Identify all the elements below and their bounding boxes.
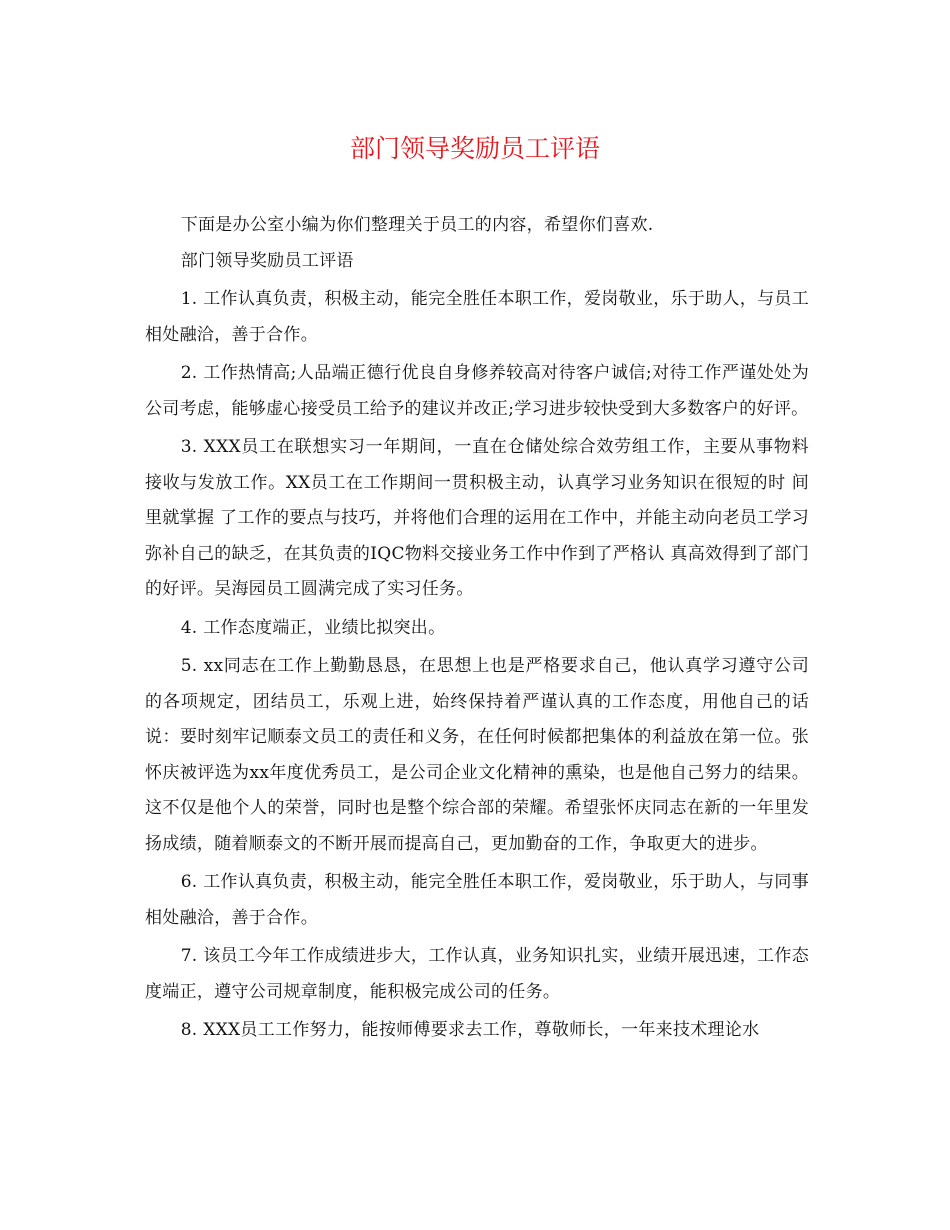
subtitle-paragraph: 部门领导奖励员工评语 (180, 250, 354, 271)
comment-item-8: 8. XXX员工工作努力，能按师傅要求去工作，尊敬师长，一年来技术理论水 (180, 1020, 760, 1040)
comment-item-2: 2. 工作热情高;人品端正德行优良自身修养较高对待客户诚信;对待工作严谨处处为公司考虑，能够虚心接受员工给予的建议并改正;学习进步较快受到大多数客户的好评。 (145, 363, 809, 419)
comment-item-3: 3. XXX员工在联想实习一年期间，一直在仓储处综合效劳组工作，主要从事物料接收与发放工作。XX员工在工作期间一贯积极主动，认真学习业务知识在很短的时 间里就掌握 了工作的要点与技巧，并将他们合理的运用在工作中，并能主动向老员工学习弥补自己的缺乏，在其负责的IQC物料交接业务工作中作到了严格认 真高效得到了部门的好评。吴海园员工圆满完成了实习任务。 (145, 437, 809, 599)
comment-item-7: 7. 该员工今年工作成绩进步大，工作认真，业务知识扎实，业绩开展迅速，工作态度端正，遵守公司规章制度，能积极完成公司的任务。 (145, 946, 809, 1002)
comment-item-1: 1. 工作认真负责，积极主动，能完全胜任本职工作，爱岗敬业，乐于助人，与员工相处融洽，善于合作。 (145, 289, 809, 345)
comment-item-6: 6. 工作认真负责，积极主动，能完全胜任本职工作，爱岗敬业，乐于助人，与同事相处融洽，善于合作。 (145, 872, 809, 928)
document-body (145, 208, 809, 1049)
comment-item-5: 5. xx同志在工作上勤勤恳恳，在思想上也是严格要求自己，他认真学习遵守公司的各项规定，团结员工，乐观上进，始终保持着严谨认真的工作态度，用他自己的话说：要时刻牢记顺泰文员工的责任和义务，在任何时候都把集体的利益放在第一位。张怀庆被评选为xx年度优秀员工，是公司企业文化精神的熏染，也是他自己努力的结果。这不仅是他个人的荣誉，同时也是整个综合部的荣耀。希望张怀庆同志在新的一年里发扬成绩，随着顺泰文的不断开展而提高自己，更加勤奋的工作，争取更大的进步。 (145, 656, 809, 854)
intro-paragraph: 下面是办公室小编为你们整理关于员工的内容，希望你们喜欢. (180, 215, 654, 235)
comment-item-4: 4. 工作态度端正，业绩比拟突出。 (180, 617, 446, 638)
document-title: 部门领导奖励员工评语 (349, 134, 600, 163)
